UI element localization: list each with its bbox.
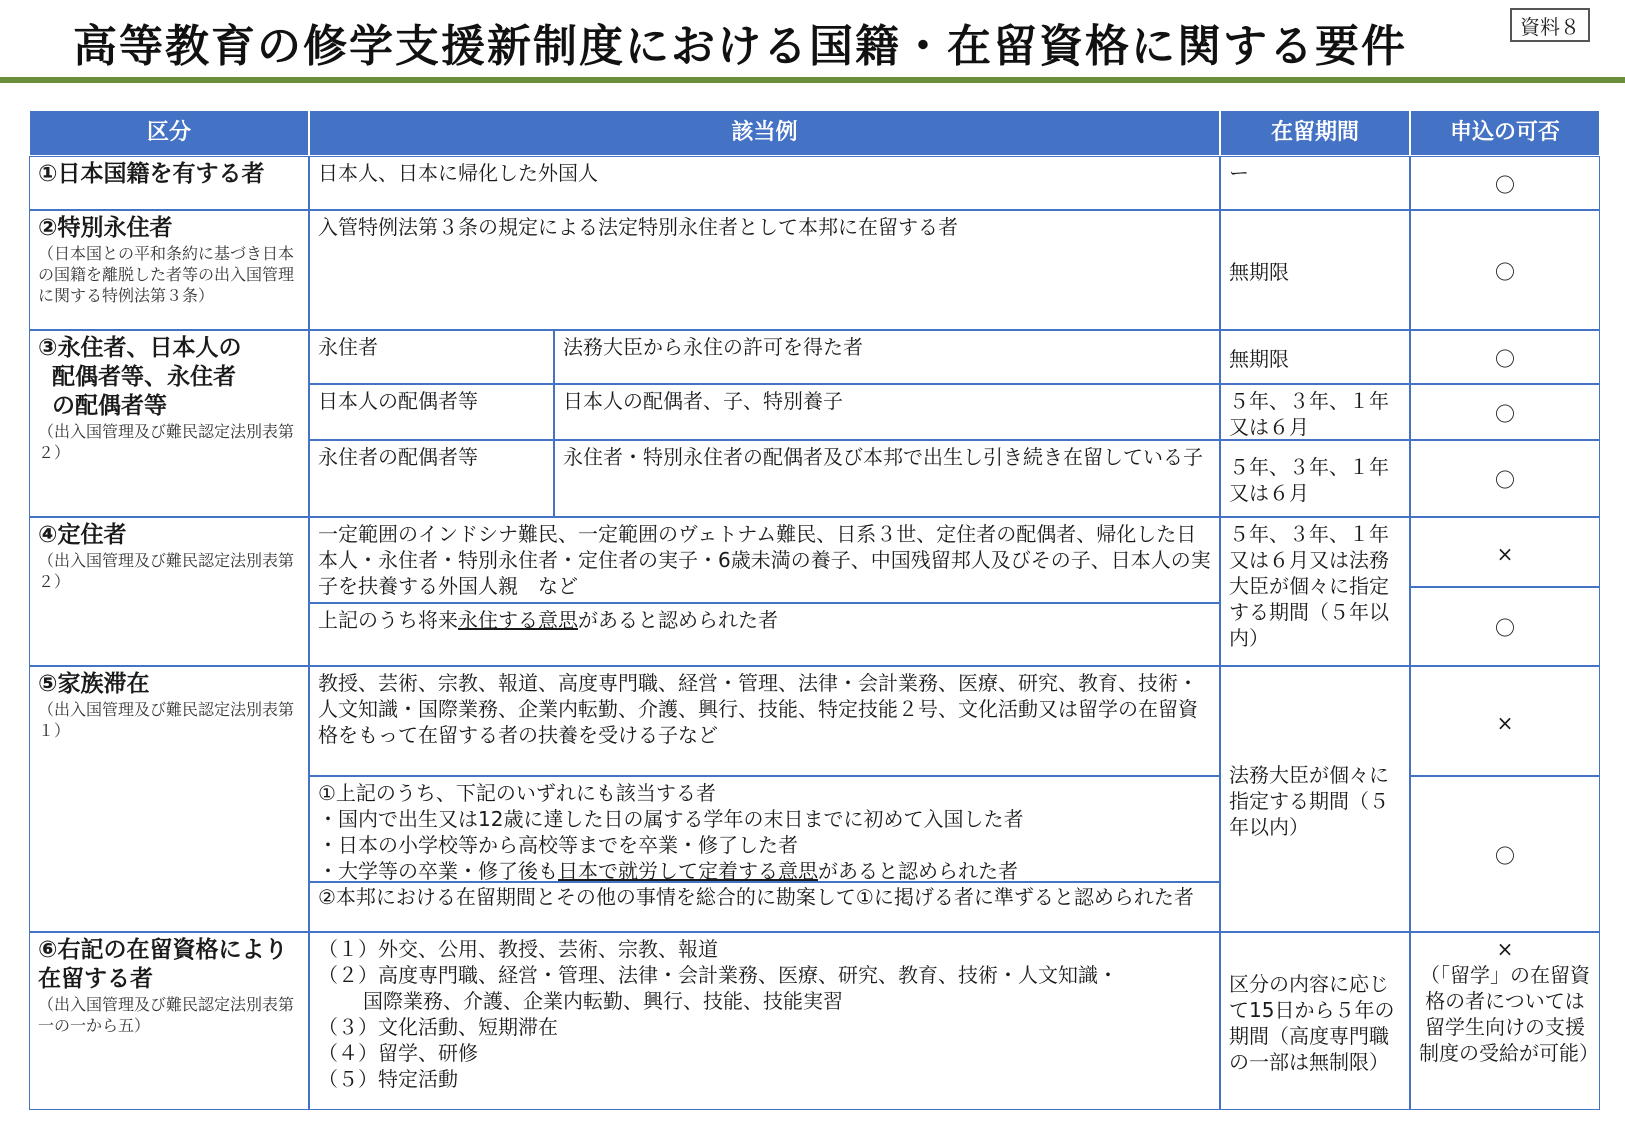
row6-category-label: ⑥右記の在留資格により在留する者 — [38, 937, 288, 992]
row4-example2 — [309, 603, 1220, 666]
row2-category — [29, 210, 309, 330]
title-underline — [0, 77, 1625, 83]
row4-category — [29, 517, 309, 666]
row6-category-note: （出入国管理及び難民認定法別表第一の一から五） — [38, 995, 295, 1035]
row3-sub2-desc: 日本人の配偶者、子、特別養子 — [554, 384, 1220, 440]
row5-category-label: ⑤家族滞在 — [38, 671, 150, 697]
row4-category-label: ④定住者 — [38, 522, 127, 548]
row5-example3: ②本邦における在留期間とその他の事情を総合的に勘案して①に掲げる者に準ずると認められた者 — [309, 882, 1220, 932]
row2-category-label: ②特別永住者 — [38, 215, 173, 241]
row6-example — [309, 932, 1220, 1110]
row3-sub2-application: 〇 — [1410, 384, 1600, 440]
row5-example2-line4-pre: ・大学等の卒業・修了後も — [318, 859, 558, 882]
row6-application — [1410, 932, 1600, 1110]
row3-category-line2: 配偶者等、永住者 — [52, 364, 236, 390]
document-id-badge: 資料８ — [1510, 8, 1590, 42]
header-example: 該当例 — [309, 110, 1220, 156]
row5-application-1: × — [1410, 666, 1600, 776]
row3-category-note: （出入国管理及び難民認定法別表第２） — [38, 422, 295, 462]
row4-category-note: （出入国管理及び難民認定法別表第２） — [38, 551, 295, 591]
row1-category-label: ①日本国籍を有する者 — [38, 161, 265, 187]
row3-category-line3: の配偶者等 — [52, 393, 167, 419]
header-period: 在留期間 — [1220, 110, 1410, 156]
row4-application-2: 〇 — [1410, 587, 1600, 666]
row6-list-item-5: （５）特定活動 — [318, 1067, 458, 1091]
row3-sub2-type: 日本人の配偶者等 — [309, 384, 554, 440]
row5-period: 法務大臣が個々に指定する期間（５年以内） — [1220, 666, 1410, 932]
row3-category — [29, 330, 309, 517]
row6-list-item-4: （４）留学、研修 — [318, 1041, 478, 1065]
header-application: 申込の可否 — [1410, 110, 1600, 156]
row6-application-mark: × — [1496, 937, 1514, 961]
row5-application-2: 〇 — [1410, 776, 1600, 932]
row2-category-note: （日本国との平和条約に基づき日本の国籍を離脱した者等の出入国管理に関する特例法第３条） — [38, 244, 295, 305]
row4-period: ５年、３年、１年又は６月又は法務大臣が個々に指定する期間（５年以内） — [1220, 517, 1410, 666]
header-category: 区分 — [29, 110, 309, 156]
row6-list-item-2: （２）高度専門職、経営・管理、法律・会計業務、医療、研究、教育、技術・人文知識・ — [318, 963, 1118, 987]
row1-example: 日本人、日本に帰化した外国人 — [309, 156, 1220, 210]
row3-sub1-type: 永住者 — [309, 330, 554, 384]
row5-example2-line3: ・日本の小学校等から高校等までを卒業・修了した者 — [318, 833, 798, 857]
row3-sub1-period: 無期限 — [1220, 330, 1410, 384]
row5-example2-line4 — [318, 858, 1211, 882]
row5-category — [29, 666, 309, 932]
row5-example2-line4-post: があると認められた者 — [818, 859, 1018, 882]
row2-example: 入管特例法第３条の規定による法定特別永住者として本邦に在留する者 — [309, 210, 1220, 330]
row4-application-1: × — [1410, 517, 1600, 587]
page-title: 高等教育の修学支援新制度における国籍・在留資格に関する要件 — [73, 21, 1407, 72]
row3-sub1-desc: 法務大臣から永住の許可を得た者 — [554, 330, 1220, 384]
row5-example2-line2: ・国内で出生又は12歳に達した日の属する学年の末日までに初めて入国した者 — [318, 807, 1024, 831]
row1-period: ー — [1220, 156, 1410, 210]
row4-example2-pre: 上記のうち将来 — [318, 608, 458, 632]
row6-category — [29, 932, 309, 1110]
row3-sub3-period: ５年、３年、１年又は６月 — [1220, 440, 1410, 517]
row2-application: 〇 — [1410, 210, 1600, 330]
row2-period: 無期限 — [1220, 210, 1410, 330]
row5-example2 — [309, 776, 1220, 882]
row5-example1: 教授、芸術、宗教、報道、高度専門職、経営・管理、法律・会計業務、医療、研究、教育、技術・人文知識・国際業務、企業内転勤、介護、興行、技能、特定技能２号、文化活動又は留学の在留資格をもって在留する者の扶養を受ける子など — [309, 666, 1220, 776]
row1-category — [29, 156, 309, 210]
row6-period: 区分の内容に応じて15日から５年の期間（高度専門職の一部は無制限） — [1220, 932, 1410, 1110]
row3-sub3-application: 〇 — [1410, 440, 1600, 517]
row3-sub2-period: ５年、３年、１年又は６月 — [1220, 384, 1410, 440]
row1-application: 〇 — [1410, 156, 1600, 210]
row5-example2-line4-underline: 日本で就労して定着する意思 — [558, 859, 818, 882]
row3-sub3-desc: 永住者・特別永住者の配偶者及び本邦で出生し引き続き在留している子 — [554, 440, 1220, 517]
row6-list-item-1: （１）外交、公用、教授、芸術、宗教、報道 — [318, 937, 718, 961]
row6-list-item-3: （３）文化活動、短期滞在 — [318, 1015, 558, 1039]
row4-example2-post: があると認められた者 — [578, 608, 778, 632]
row3-sub3-type: 永住者の配偶者等 — [309, 440, 554, 517]
row5-example2-line1: ①上記のうち、下記のいずれにも該当する者 — [318, 781, 716, 805]
row3-category-line1: ③永住者、日本人の — [38, 335, 242, 361]
row6-list-item-2b: 国際業務、介護、企業内転勤、興行、技能、技能実習 — [363, 989, 843, 1013]
row4-example1: 一定範囲のインドシナ難民、一定範囲のヴェトナム難民、日系３世、定住者の配偶者、帰化した日本人・永住者・特別永住者・定住者の実子・6歳未満の養子、中国残留邦人及びその子、日本人の実子を扶養する外国人親 など — [309, 517, 1220, 603]
row4-example2-underline: 永住する意思 — [458, 608, 578, 632]
row3-sub1-application: 〇 — [1410, 330, 1600, 384]
row6-application-note: （「留学」の在留資格の者については留学生向けの支援制度の受給が可能） — [1419, 963, 1599, 1065]
row5-category-note: （出入国管理及び難民認定法別表第１） — [38, 700, 295, 740]
